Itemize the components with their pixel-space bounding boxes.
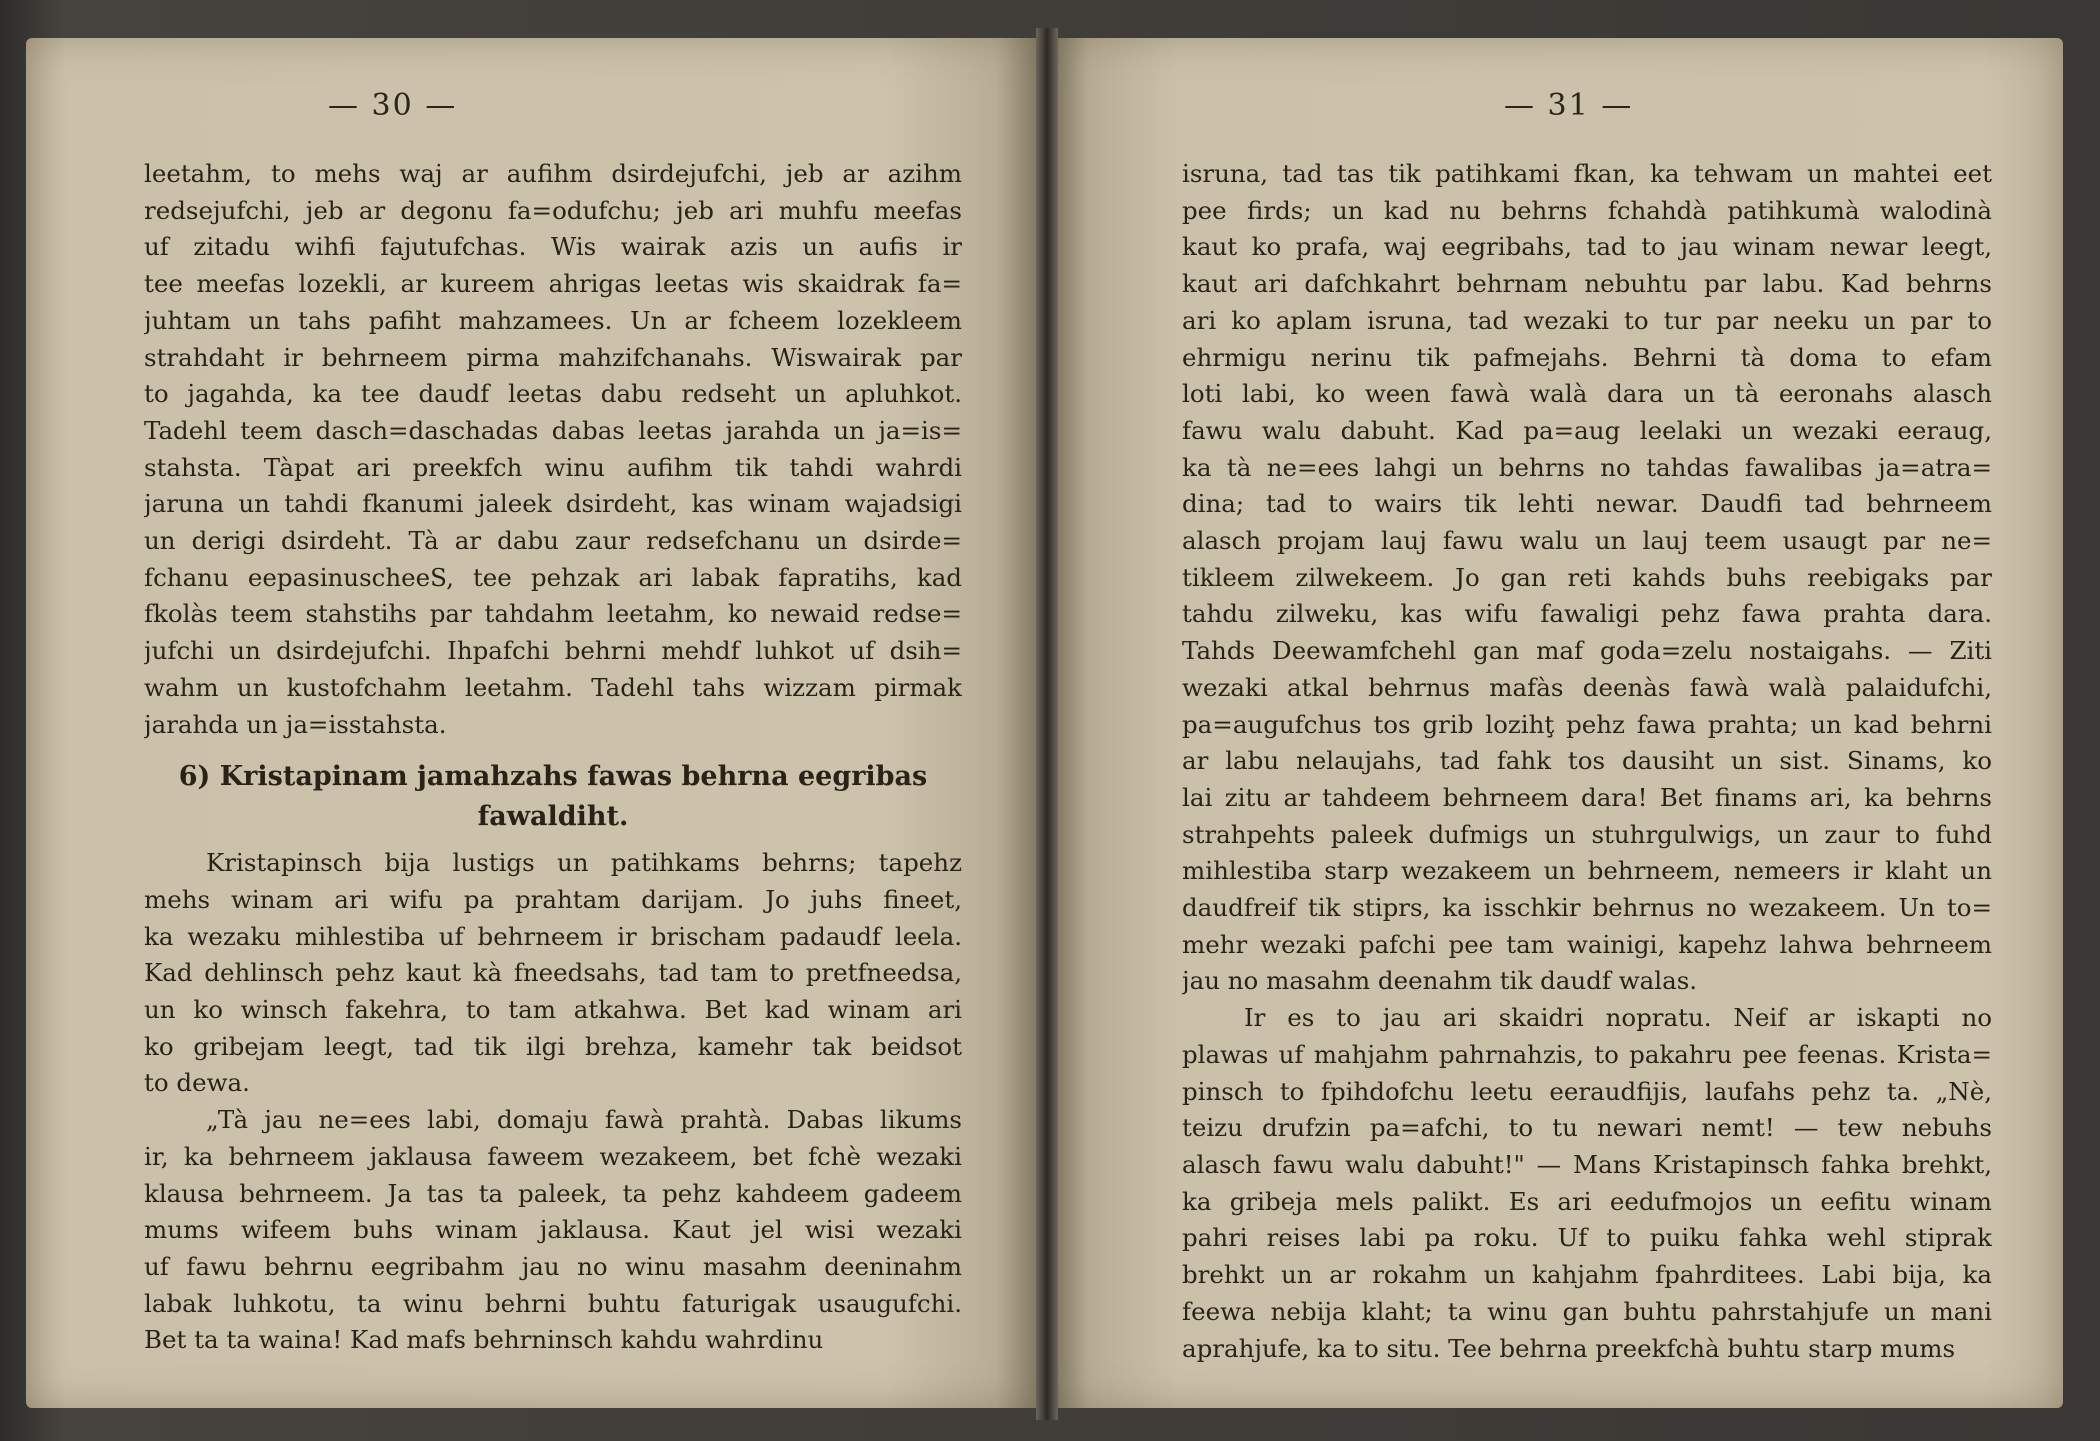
text-line: Tahds Deewamfchehl gan maf goda=zelu nostaigahs. — Ziti [1182, 636, 1992, 666]
text-line: strahpehts paleek dufmigs un stuhrgulwigs, un zaur to fuhd [1182, 819, 1992, 849]
text-line: tee meefas lozekli, ar kureem ahrigas leetas wis skaidrak fa= [144, 269, 962, 299]
text-line: klausa behrneem. Ja tas ta paleek, ta pehz kahdeem gadeem [144, 1178, 962, 1208]
text-line: alasch projam lauj fawu walu un lauj teem usaugt par ne= [1182, 526, 1992, 556]
text-line: Tadehl teem dasch=daschadas dabas leetas jarahda un ja=is= [144, 415, 962, 445]
text-line: mehs winam ari wifu pa prahtam darijam. Jo juhs fineet, [144, 884, 962, 914]
text-line: pinsch to fpihdofchu leetu eeraudfijis, laufahs pehz ta. „Nè, [1182, 1076, 1992, 1106]
text-line: redsejufchi, jeb ar degonu fa=odufchu; jeb ari muhfu meefas [144, 195, 962, 225]
text-line: lai zitu ar tahdeem behrneem dara! Bet finams ari, ka behrns [1182, 782, 1992, 812]
left-page-text [144, 156, 962, 1359]
text-line: un ko winsch fakehra, to tam atkahwa. Bet kad winam ari [144, 995, 962, 1025]
text-line: kaut ko prafa, waj eegribahs, tad to jau winam newar leegt, [1182, 232, 1992, 262]
text-line: stahsta. Tàpat ari preekfch winu aufihm tik tahdi wahrdi [144, 452, 962, 482]
text-line: pahri reises labi pa roku. Uf to puiku fahka wehl stiprak [1182, 1223, 1992, 1253]
text-line: loti labi, ko ween fawà walà dara un tà eeronahs alasch [1182, 379, 1992, 409]
text-line: dina; tad to wairs tik lehti newar. Daudfi tad behrneem [1182, 489, 1992, 519]
text-line: ari ko aplam isruna, tad wezaki to tur par neeku un par to [1182, 305, 1992, 335]
text-line: ir, ka behrneem jaklausa faweem wezakeem, bet fchè wezaki [144, 1141, 962, 1171]
text-line: Bet ta ta waina! Kad mafs behrninsch kahdu wahrdinu [144, 1325, 824, 1355]
text-line: wezaki atkal behrnus mafàs deenàs fawà walà palaidufchi, [1182, 672, 1992, 702]
text-line: wahm un kustofchahm leetahm. Tadehl tahs wizzam pirmak [144, 672, 962, 702]
text-line: labak luhkotu, ta winu behrni buhtu faturigak usaugufchi. [144, 1288, 962, 1318]
text-line: pa=augufchus tos grib lozihţ pehz fawa prahta; un kad behrni [1182, 709, 1992, 739]
text-line: aprahjufe, ka to situ. Tee behrna preekfchà buhtu starp mums [1182, 1333, 1956, 1363]
left-page [26, 38, 1036, 1408]
text-line: fkolàs teem stahstihs par tahdahm leetahm, ko newaid redse= [144, 599, 962, 629]
text-line: strahdaht ir behrneem pirma mahzifchanahs. Wiswairak par [144, 342, 962, 372]
text-line: ka gribeja mels palikt. Es ari eedufmojos un eefitu winam [1182, 1186, 1992, 1216]
right-page [1058, 38, 2063, 1408]
text-line: fawu walu dabuht. Kad pa=aug leelaki un wezaki eeraug, [1182, 415, 1992, 445]
text-line: uf fawu behrnu eegribahm jau no winu masahm deeninahm [144, 1251, 962, 1281]
right-page-text [1182, 156, 1992, 1367]
text-line: feewa nebija klaht; ta winu gan buhtu pahrstahjufe un mani [1182, 1296, 1992, 1326]
text-line: ka wezaku mihlestiba uf behrneem ir brischam padaudf leela. [144, 921, 962, 951]
text-line: Kad dehlinsch pehz kaut kà fneedsahs, tad tam to pretfneedsa, [144, 958, 962, 988]
text-line: mihlestiba starp wezakeem un behrneem, nemeers ir klaht un [1182, 856, 1992, 886]
text-line: to dewa. [144, 1068, 250, 1098]
page-number: — 30 — [328, 88, 458, 123]
section-heading [144, 757, 962, 837]
text-line: to jagahda, ka tee daudf leetas dabu redseht un apluhkot. [144, 379, 962, 409]
text-line: uf zitadu wihfi fajutufchas. Wis wairak azis un aufis ir [144, 232, 962, 262]
text-line: ko gribejam leegt, tad tik ilgi brehza, kamehr tak beidsot [144, 1031, 962, 1061]
text-line: alasch fawu walu dabuht!" — Mans Kristapinsch fahka brehkt, [1182, 1149, 1992, 1179]
text-line: mums wifeem buhs winam jaklausa. Kaut jel wisi wezaki [144, 1215, 962, 1245]
text-line: daudfreif tik stiprs, ka isschkir behrnus no wezakeem. Un to= [1182, 893, 1992, 923]
book-gutter [1036, 28, 1058, 1420]
text-line: ehrmigu nerinu tik pafmejahs. Behrni tà doma to efam [1182, 342, 1992, 372]
text-line: ar labu nelaujahs, tad fahk tos dausiht un sist. Sinams, ko [1182, 746, 1992, 776]
text-line: Ir es to jau ari skaidri nopratu. Neif ar iskapti no [1244, 1003, 1992, 1033]
text-line: plawas uf mahjahm pahrnahzis, to pakahru pee feenas. Krista= [1182, 1039, 1992, 1069]
text-line: jaruna un tahdi fkanumi jaleek dsirdeht, kas winam wajadsigi [144, 489, 962, 519]
text-line: un derigi dsirdeht. Tà ar dabu zaur redsefchanu un dsirde= [144, 526, 962, 556]
page-number: — 31 — [1504, 88, 1634, 123]
section-heading-line-1: 6) Kristapinam jamahzahs fawas behrna eegribas [178, 761, 928, 793]
text-line: mehr wezaki pafchi pee tam wainigi, kapehz lahwa behrneem [1182, 929, 1992, 959]
text-line: jarahda un ja=isstahsta. [144, 709, 447, 739]
text-line: isruna, tad tas tik patihkami fkan, ka tehwam un mahtei eet [1182, 159, 1992, 188]
text-line: jufchi un dsirdejufchi. Ihpafchi behrni mehdf luhkot uf dsih= [144, 636, 962, 666]
text-line: juhtam un tahs pafiht mahzamees. Un ar fcheem lozekleem [144, 305, 962, 335]
text-line: fchanu eepasinuscheeS, tee pehzak ari labak fapratihs, kad [144, 562, 962, 592]
text-line: tahdu zilweku, kas wifu fawaligi pehz fawa prahta dara. [1182, 599, 1992, 629]
text-line: brehkt un ar rokahm un kahjahm fpahrditees. Labi bija, ka [1182, 1260, 1992, 1290]
text-line: kaut ari dafchkahrt behrnam nebuhtu par labu. Kad behrns [1182, 269, 1992, 299]
text-line: jau no masahm deenahm tik daudf walas. [1182, 966, 1698, 996]
text-line: ka tà ne=ees lahgi un behrns no tahdas fawalibas ja=atra= [1182, 452, 1992, 482]
text-line: tikleem zilwekeem. Jo gan reti kahds buhs reebigaks par [1182, 562, 1992, 592]
text-line: „Tà jau ne=ees labi, domaju fawà prahtà. Dabas likums [206, 1105, 962, 1135]
text-line: leetahm, to mehs waj ar aufihm dsirdejufchi, jeb ar azihm [144, 159, 962, 188]
text-line: teizu drufzin pa=afchi, to tu newari nemt! — tew nebuhs [1182, 1113, 1992, 1143]
text-line: pee firds; un kad nu behrns fchahdà patihkumà walodinà [1182, 195, 1992, 225]
text-line: Kristapinsch bija lustigs un patihkams behrns; tapehz [206, 848, 962, 878]
section-heading-line-2: fawaldiht. [477, 801, 629, 833]
